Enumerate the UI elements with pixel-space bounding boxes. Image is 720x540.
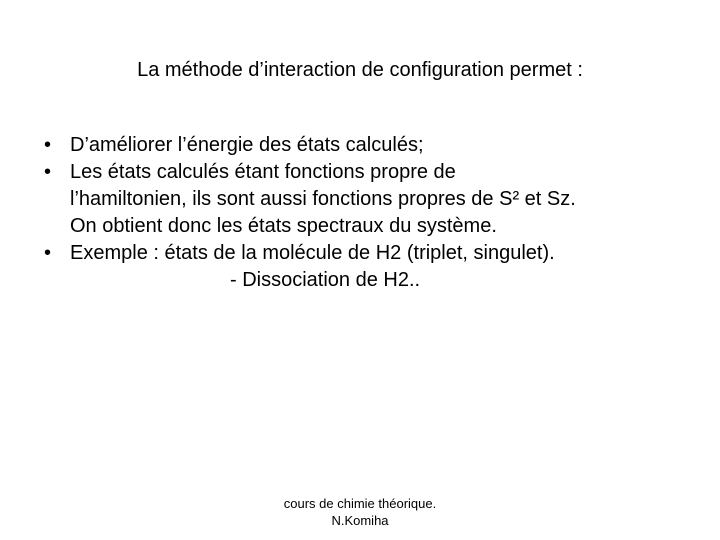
footer — [0, 495, 720, 529]
bullet-item — [44, 159, 704, 240]
bullet-list — [44, 132, 704, 294]
bullet-text: On obtient donc les états spectraux du système. — [70, 215, 497, 237]
bullet-item — [44, 240, 704, 267]
bullet-text: D’améliorer l’énergie des états calculés; — [70, 134, 424, 156]
bullet-dot-icon: • — [44, 134, 52, 156]
sub-item: - Dissociation de H2.. — [230, 269, 421, 291]
footer-author: N.Komiha — [331, 513, 389, 528]
bullet-dot-icon: • — [44, 242, 52, 264]
bullet-item — [44, 132, 704, 159]
bullet-text: Exemple : états de la molécule de H2 (triplet, singulet). — [70, 242, 555, 264]
slide-title: La méthode d’interaction de configuration permet : — [137, 59, 583, 81]
footer-course: cours de chimie théorique. — [283, 496, 437, 511]
bullet-dot-icon: • — [44, 161, 52, 183]
bullet-text: l’hamiltonien, ils sont aussi fonctions propres de S² et Sz. — [70, 188, 576, 210]
bullet-text: Les états calculés étant fonctions propre de — [70, 161, 456, 183]
